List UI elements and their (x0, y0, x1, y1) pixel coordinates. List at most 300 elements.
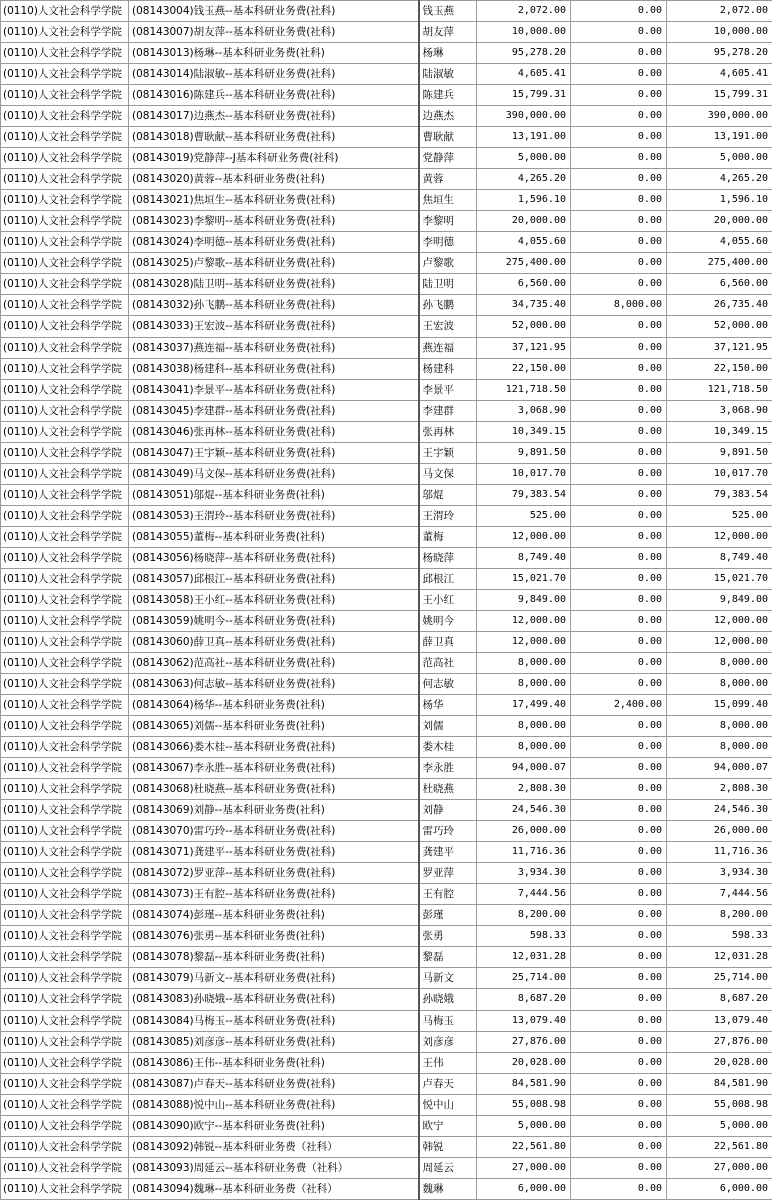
expense-cell: 0.00 (571, 274, 667, 295)
name-cell: 王渭玲 (419, 505, 477, 526)
table-row (1, 884, 772, 905)
budget-cell: 6,000.00 (477, 1178, 571, 1199)
table-row (1, 547, 772, 568)
balance-cell: 9,849.00 (667, 589, 772, 610)
name-cell: 王小红 (419, 589, 477, 610)
project-cell: (08143021)焦垣生--基本科研业务费(社科) (129, 190, 419, 211)
expense-cell: 2,400.00 (571, 695, 667, 716)
balance-cell: 1,596.10 (667, 190, 772, 211)
project-cell: (08143083)孙晓娥--基本科研业务费(社科) (129, 989, 419, 1010)
project-cell: (08143051)邬焜--基本科研业务费(社科) (129, 484, 419, 505)
expense-cell: 0.00 (571, 800, 667, 821)
budget-cell: 1,596.10 (477, 190, 571, 211)
table-row (1, 169, 772, 190)
table-row (1, 716, 772, 737)
expense-cell: 0.00 (571, 358, 667, 379)
balance-cell: 4,605.41 (667, 64, 772, 85)
budget-cell: 3,934.30 (477, 863, 571, 884)
expense-cell: 0.00 (571, 211, 667, 232)
balance-cell: 390,000.00 (667, 106, 772, 127)
expense-cell: 0.00 (571, 148, 667, 169)
department-cell: (0110)人文社会科学学院 (1, 695, 129, 716)
balance-cell: 10,000.00 (667, 22, 772, 43)
expense-cell: 0.00 (571, 821, 667, 842)
balance-cell: 3,068.90 (667, 400, 772, 421)
department-cell: (0110)人文社会科学学院 (1, 316, 129, 337)
name-cell: 雷巧玲 (419, 821, 477, 842)
budget-cell: 4,605.41 (477, 64, 571, 85)
expense-cell: 0.00 (571, 674, 667, 695)
balance-cell: 22,561.80 (667, 1136, 772, 1157)
balance-cell: 94,000.07 (667, 758, 772, 779)
name-cell: 陆卫明 (419, 274, 477, 295)
department-cell: (0110)人文社会科学学院 (1, 652, 129, 673)
department-cell: (0110)人文社会科学学院 (1, 989, 129, 1010)
table-row (1, 43, 772, 64)
expense-cell: 0.00 (571, 905, 667, 926)
department-cell: (0110)人文社会科学学院 (1, 800, 129, 821)
name-cell: 姚明今 (419, 610, 477, 631)
table-row (1, 316, 772, 337)
department-cell: (0110)人文社会科学学院 (1, 43, 129, 64)
department-cell: (0110)人文社会科学学院 (1, 884, 129, 905)
name-cell: 李建群 (419, 400, 477, 421)
project-cell: (08143078)黎磊--基本科研业务费(社科) (129, 947, 419, 968)
table-row (1, 1157, 772, 1178)
expense-cell: 0.00 (571, 1094, 667, 1115)
expense-cell: 0.00 (571, 968, 667, 989)
budget-cell: 15,021.70 (477, 568, 571, 589)
balance-cell: 12,031.28 (667, 947, 772, 968)
budget-cell: 11,716.36 (477, 842, 571, 863)
project-cell: (08143094)魏琳--基本科研业务费（社科） (129, 1178, 419, 1199)
budget-cell: 12,031.28 (477, 947, 571, 968)
table-row (1, 379, 772, 400)
name-cell: 娄木桂 (419, 737, 477, 758)
balance-cell: 6,560.00 (667, 274, 772, 295)
budget-cell: 95,278.20 (477, 43, 571, 64)
department-cell: (0110)人文社会科学学院 (1, 842, 129, 863)
expense-cell: 0.00 (571, 442, 667, 463)
name-cell: 马文保 (419, 463, 477, 484)
balance-cell: 8,000.00 (667, 716, 772, 737)
table-row (1, 85, 772, 106)
department-cell: (0110)人文社会科学学院 (1, 737, 129, 758)
project-cell: (08143059)姚明今--基本科研业务费(社科) (129, 610, 419, 631)
expense-cell: 0.00 (571, 127, 667, 148)
name-cell: 马梅玉 (419, 1010, 477, 1031)
expense-cell: 0.00 (571, 85, 667, 106)
balance-cell: 12,000.00 (667, 610, 772, 631)
balance-cell: 20,028.00 (667, 1052, 772, 1073)
name-cell: 周延云 (419, 1157, 477, 1178)
expense-cell: 0.00 (571, 337, 667, 358)
name-cell: 邬焜 (419, 484, 477, 505)
balance-cell: 5,000.00 (667, 148, 772, 169)
table-row (1, 1010, 772, 1031)
project-cell: (08143025)卢黎歌--基本科研业务费(社科) (129, 253, 419, 274)
balance-cell: 7,444.56 (667, 884, 772, 905)
project-cell: (08143053)王渭玲--基本科研业务费(社科) (129, 505, 419, 526)
balance-cell: 8,000.00 (667, 652, 772, 673)
expense-cell: 0.00 (571, 463, 667, 484)
balance-cell: 4,055.60 (667, 232, 772, 253)
table-row (1, 589, 772, 610)
budget-cell: 6,560.00 (477, 274, 571, 295)
budget-cell: 24,546.30 (477, 800, 571, 821)
name-cell: 王有腔 (419, 884, 477, 905)
balance-cell: 12,000.00 (667, 631, 772, 652)
budget-cell: 275,400.00 (477, 253, 571, 274)
budget-cell: 37,121.95 (477, 337, 571, 358)
table-row (1, 674, 772, 695)
budget-cell: 26,000.00 (477, 821, 571, 842)
expense-cell: 0.00 (571, 22, 667, 43)
department-cell: (0110)人文社会科学学院 (1, 1, 129, 22)
department-cell: (0110)人文社会科学学院 (1, 631, 129, 652)
balance-cell: 37,121.95 (667, 337, 772, 358)
project-cell: (08143058)王小红--基本科研业务费(社科) (129, 589, 419, 610)
department-cell: (0110)人文社会科学学院 (1, 400, 129, 421)
department-cell: (0110)人文社会科学学院 (1, 758, 129, 779)
budget-cell: 17,499.40 (477, 695, 571, 716)
budget-cell: 8,687.20 (477, 989, 571, 1010)
balance-cell: 598.33 (667, 926, 772, 947)
balance-cell: 24,546.30 (667, 800, 772, 821)
name-cell: 黄蓉 (419, 169, 477, 190)
project-cell: (08143084)马梅玉--基本科研业务费(社科) (129, 1010, 419, 1031)
department-cell: (0110)人文社会科学学院 (1, 232, 129, 253)
project-cell: (08143016)陈建兵--基本科研业务费(社科) (129, 85, 419, 106)
name-cell: 李黎明 (419, 211, 477, 232)
department-cell: (0110)人文社会科学学院 (1, 926, 129, 947)
expense-cell: 0.00 (571, 1031, 667, 1052)
department-cell: (0110)人文社会科学学院 (1, 295, 129, 316)
department-cell: (0110)人文社会科学学院 (1, 568, 129, 589)
department-cell: (0110)人文社会科学学院 (1, 610, 129, 631)
expense-cell: 0.00 (571, 316, 667, 337)
project-cell: (08143072)罗亚萍--基本科研业务费(社科) (129, 863, 419, 884)
project-cell: (08143023)李黎明--基本科研业务费(社科) (129, 211, 419, 232)
expense-cell: 0.00 (571, 421, 667, 442)
name-cell: 王伟 (419, 1052, 477, 1073)
name-cell: 王宇颖 (419, 442, 477, 463)
budget-cell: 2,808.30 (477, 779, 571, 800)
name-cell: 燕连福 (419, 337, 477, 358)
expense-cell: 0.00 (571, 1010, 667, 1031)
project-cell: (08143045)李建群--基本科研业务费(社科) (129, 400, 419, 421)
budget-cell: 34,735.40 (477, 295, 571, 316)
project-cell: (08143057)邱根江--基本科研业务费(社科) (129, 568, 419, 589)
table-row (1, 526, 772, 547)
project-cell: (08143019)党静萍--J基本科研业务费(社科) (129, 148, 419, 169)
name-cell: 欧宁 (419, 1115, 477, 1136)
balance-cell: 10,017.70 (667, 463, 772, 484)
table-row (1, 842, 772, 863)
name-cell: 李永胜 (419, 758, 477, 779)
table-row (1, 905, 772, 926)
department-cell: (0110)人文社会科学学院 (1, 211, 129, 232)
project-cell: (08143076)张勇--基本科研业务费(社科) (129, 926, 419, 947)
name-cell: 张勇 (419, 926, 477, 947)
name-cell: 孙晓娥 (419, 989, 477, 1010)
table-row (1, 947, 772, 968)
budget-cell: 598.33 (477, 926, 571, 947)
table-row (1, 1052, 772, 1073)
table-row (1, 274, 772, 295)
department-cell: (0110)人文社会科学学院 (1, 106, 129, 127)
table-row (1, 821, 772, 842)
expense-cell: 0.00 (571, 1115, 667, 1136)
name-cell: 龚建平 (419, 842, 477, 863)
table-row (1, 926, 772, 947)
balance-cell: 8,000.00 (667, 674, 772, 695)
project-cell: (08143041)李景平--基本科研业务费(社科) (129, 379, 419, 400)
name-cell: 杨晓萍 (419, 547, 477, 568)
expense-cell: 0.00 (571, 169, 667, 190)
budget-cell: 7,444.56 (477, 884, 571, 905)
balance-cell: 25,714.00 (667, 968, 772, 989)
table-row (1, 1094, 772, 1115)
name-cell: 魏琳 (419, 1178, 477, 1199)
balance-cell: 55,008.98 (667, 1094, 772, 1115)
budget-cell: 25,714.00 (477, 968, 571, 989)
project-cell: (08143013)杨琳--基本科研业务费(社科) (129, 43, 419, 64)
expense-cell: 0.00 (571, 989, 667, 1010)
table-row (1, 295, 772, 316)
balance-cell: 52,000.00 (667, 316, 772, 337)
budget-cell: 12,000.00 (477, 526, 571, 547)
project-cell: (08143056)杨晓萍--基本科研业务费(社科) (129, 547, 419, 568)
budget-cell: 525.00 (477, 505, 571, 526)
table-row (1, 1073, 772, 1094)
project-cell: (08143088)悦中山--基本科研业务费(社科) (129, 1094, 419, 1115)
name-cell: 刘儒 (419, 716, 477, 737)
table-row (1, 737, 772, 758)
balance-cell: 275,400.00 (667, 253, 772, 274)
name-cell: 黎磊 (419, 947, 477, 968)
department-cell: (0110)人文社会科学学院 (1, 358, 129, 379)
name-cell: 杜晓燕 (419, 779, 477, 800)
expense-cell: 0.00 (571, 106, 667, 127)
department-cell: (0110)人文社会科学学院 (1, 905, 129, 926)
budget-cell: 84,581.90 (477, 1073, 571, 1094)
expense-cell: 0.00 (571, 505, 667, 526)
balance-cell: 12,000.00 (667, 526, 772, 547)
project-cell: (08143047)王宇颖--基本科研业务费(社科) (129, 442, 419, 463)
name-cell: 刘彦彦 (419, 1031, 477, 1052)
project-cell: (08143038)杨建科--基本科研业务费(社科) (129, 358, 419, 379)
balance-cell: 9,891.50 (667, 442, 772, 463)
project-cell: (08143014)陆淑敏--基本科研业务费(社科) (129, 64, 419, 85)
budget-cell: 27,000.00 (477, 1157, 571, 1178)
budget-cell: 12,000.00 (477, 610, 571, 631)
department-cell: (0110)人文社会科学学院 (1, 1031, 129, 1052)
budget-cell: 13,191.00 (477, 127, 571, 148)
department-cell: (0110)人文社会科学学院 (1, 421, 129, 442)
table-row (1, 1136, 772, 1157)
project-cell: (08143066)娄木桂--基本科研业务费(社科) (129, 737, 419, 758)
project-cell: (08143087)卢春天--基本科研业务费(社科) (129, 1073, 419, 1094)
name-cell: 邱根江 (419, 568, 477, 589)
table-row (1, 421, 772, 442)
name-cell: 卢春天 (419, 1073, 477, 1094)
project-cell: (08143065)刘儒--基本科研业务费(社科) (129, 716, 419, 737)
expense-cell: 0.00 (571, 400, 667, 421)
department-cell: (0110)人文社会科学学院 (1, 779, 129, 800)
balance-cell: 26,000.00 (667, 821, 772, 842)
balance-cell: 13,079.40 (667, 1010, 772, 1031)
expense-cell: 0.00 (571, 926, 667, 947)
budget-cell: 55,008.98 (477, 1094, 571, 1115)
department-cell: (0110)人文社会科学学院 (1, 274, 129, 295)
name-cell: 刘静 (419, 800, 477, 821)
project-cell: (08143032)孙飞鹏--基本科研业务费(社科) (129, 295, 419, 316)
expense-cell: 0.00 (571, 589, 667, 610)
name-cell: 王宏波 (419, 316, 477, 337)
name-cell: 边燕杰 (419, 106, 477, 127)
table-row (1, 505, 772, 526)
expense-cell: 0.00 (571, 253, 667, 274)
budget-cell: 8,000.00 (477, 674, 571, 695)
budget-cell: 22,150.00 (477, 358, 571, 379)
table-row (1, 211, 772, 232)
project-cell: (08143004)钱玉燕--基本科研业务费(社科) (129, 1, 419, 22)
budget-cell: 4,265.20 (477, 169, 571, 190)
department-cell: (0110)人文社会科学学院 (1, 1136, 129, 1157)
expense-cell: 0.00 (571, 652, 667, 673)
department-cell: (0110)人文社会科学学院 (1, 1010, 129, 1031)
table-row (1, 800, 772, 821)
expense-cell: 0.00 (571, 547, 667, 568)
budget-cell: 8,749.40 (477, 547, 571, 568)
table-row (1, 758, 772, 779)
budget-cell: 52,000.00 (477, 316, 571, 337)
name-cell: 曹耿献 (419, 127, 477, 148)
table-row (1, 358, 772, 379)
balance-cell: 2,808.30 (667, 779, 772, 800)
table-row (1, 127, 772, 148)
project-cell: (08143074)彭瑾--基本科研业务费(社科) (129, 905, 419, 926)
balance-cell: 84,581.90 (667, 1073, 772, 1094)
project-cell: (08143085)刘彦彦--基本科研业务费(社科) (129, 1031, 419, 1052)
budget-cell: 10,000.00 (477, 22, 571, 43)
budget-cell: 94,000.07 (477, 758, 571, 779)
balance-cell: 95,278.20 (667, 43, 772, 64)
budget-cell: 4,055.60 (477, 232, 571, 253)
name-cell: 杨华 (419, 695, 477, 716)
expense-cell: 8,000.00 (571, 295, 667, 316)
project-cell: (08143090)欧宁--基本科研业务费(社科) (129, 1115, 419, 1136)
project-cell: (08143069)刘静--基本科研业务费(社科) (129, 800, 419, 821)
table-row (1, 22, 772, 43)
department-cell: (0110)人文社会科学学院 (1, 22, 129, 43)
project-cell: (08143024)李明德--基本科研业务费(社科) (129, 232, 419, 253)
project-cell: (08143067)李永胜--基本科研业务费(社科) (129, 758, 419, 779)
name-cell: 张再林 (419, 421, 477, 442)
budget-cell: 8,000.00 (477, 652, 571, 673)
name-cell: 焦垣生 (419, 190, 477, 211)
project-cell: (08143092)韩锐--基本科研业务费（社科） (129, 1136, 419, 1157)
table-row (1, 610, 772, 631)
budget-cell: 5,000.00 (477, 148, 571, 169)
table-row (1, 106, 772, 127)
table-row (1, 463, 772, 484)
balance-cell: 6,000.00 (667, 1178, 772, 1199)
budget-cell: 3,068.90 (477, 400, 571, 421)
budget-cell: 8,200.00 (477, 905, 571, 926)
table-row (1, 64, 772, 85)
table-row (1, 968, 772, 989)
table-row (1, 400, 772, 421)
name-cell: 钱玉燕 (419, 1, 477, 22)
balance-cell: 2,072.00 (667, 1, 772, 22)
name-cell: 杨琳 (419, 43, 477, 64)
expense-cell: 0.00 (571, 526, 667, 547)
department-cell: (0110)人文社会科学学院 (1, 379, 129, 400)
balance-cell: 8,200.00 (667, 905, 772, 926)
expense-cell: 0.00 (571, 64, 667, 85)
department-cell: (0110)人文社会科学学院 (1, 148, 129, 169)
table-row (1, 484, 772, 505)
department-cell: (0110)人文社会科学学院 (1, 127, 129, 148)
project-cell: (08143017)边燕杰--基本科研业务费(社科) (129, 106, 419, 127)
project-cell: (08143028)陆卫明--基本科研业务费(社科) (129, 274, 419, 295)
table-row (1, 631, 772, 652)
project-cell: (08143055)董梅--基本科研业务费(社科) (129, 526, 419, 547)
budget-cell: 22,561.80 (477, 1136, 571, 1157)
name-cell: 韩锐 (419, 1136, 477, 1157)
balance-cell: 8,687.20 (667, 989, 772, 1010)
name-cell: 党静萍 (419, 148, 477, 169)
department-cell: (0110)人文社会科学学院 (1, 821, 129, 842)
department-cell: (0110)人文社会科学学院 (1, 1178, 129, 1199)
name-cell: 彭瑾 (419, 905, 477, 926)
project-cell: (08143020)黄蓉--基本科研业务费(社科) (129, 169, 419, 190)
balance-cell: 10,349.15 (667, 421, 772, 442)
budget-cell: 5,000.00 (477, 1115, 571, 1136)
table-row (1, 232, 772, 253)
name-cell: 胡友萍 (419, 22, 477, 43)
expense-cell: 0.00 (571, 190, 667, 211)
balance-cell: 15,021.70 (667, 568, 772, 589)
department-cell: (0110)人文社会科学学院 (1, 968, 129, 989)
project-cell: (08143073)王有腔--基本科研业务费(社科) (129, 884, 419, 905)
department-cell: (0110)人文社会科学学院 (1, 547, 129, 568)
balance-cell: 22,150.00 (667, 358, 772, 379)
table-row (1, 337, 772, 358)
table-row (1, 1115, 772, 1136)
expense-cell: 0.00 (571, 1073, 667, 1094)
balance-cell: 8,000.00 (667, 737, 772, 758)
expense-cell: 0.00 (571, 1136, 667, 1157)
department-cell: (0110)人文社会科学学院 (1, 64, 129, 85)
project-cell: (08143033)王宏波--基本科研业务费(社科) (129, 316, 419, 337)
name-cell: 陆淑敏 (419, 64, 477, 85)
budget-cell: 10,017.70 (477, 463, 571, 484)
balance-cell: 15,099.40 (667, 695, 772, 716)
project-cell: (08143070)雷巧玲--基本科研业务费(社科) (129, 821, 419, 842)
expense-cell: 0.00 (571, 568, 667, 589)
expense-cell: 0.00 (571, 484, 667, 505)
project-cell: (08143046)张再林--基本科研业务费(社科) (129, 421, 419, 442)
project-cell: (08143018)曹耿献--基本科研业务费(社科) (129, 127, 419, 148)
department-cell: (0110)人文社会科学学院 (1, 442, 129, 463)
table-row (1, 1, 772, 22)
project-cell: (08143086)王伟--基本科研业务费(社科) (129, 1052, 419, 1073)
department-cell: (0110)人文社会科学学院 (1, 863, 129, 884)
department-cell: (0110)人文社会科学学院 (1, 589, 129, 610)
